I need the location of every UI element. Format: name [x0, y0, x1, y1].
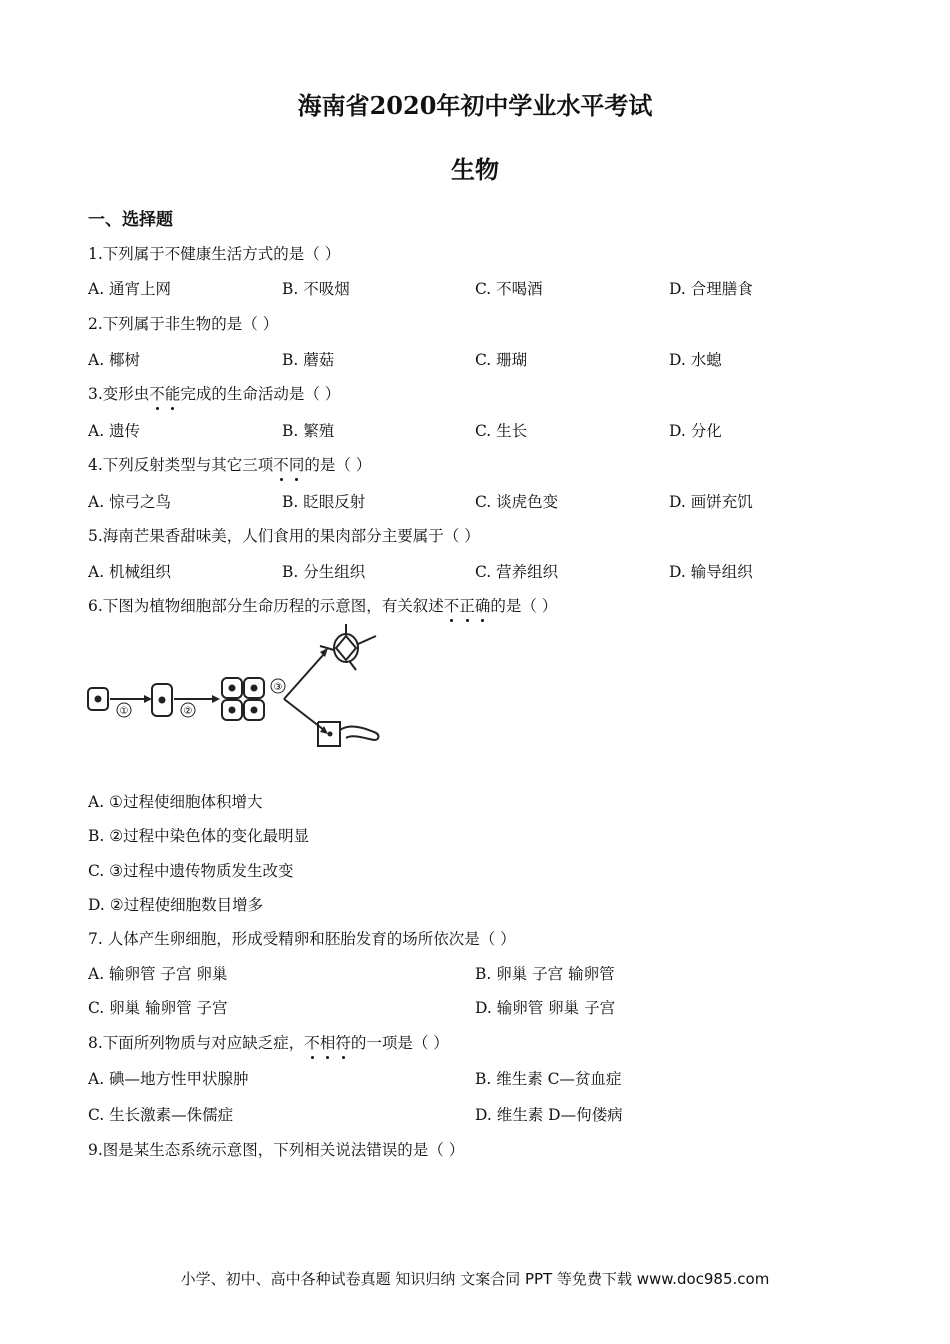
question-7-option-b: B. 卵巢 子宫 输卵管 — [475, 965, 615, 983]
question-7-option-a: A. 输卵管 子宫 卵巢 — [88, 965, 228, 983]
question-4-option-c: C. 谈虎色变 — [475, 493, 559, 511]
question-4-option-d: D. 画饼充饥 — [669, 493, 753, 511]
question-6-option-a: A. ①过程使细胞体积增大 — [88, 793, 263, 811]
question-1-option-c: C. 不喝酒 — [475, 280, 543, 298]
question-1-stem: 1.下列属于不健康生活方式的是（ ） — [88, 245, 341, 263]
question-5-stem: 5.海南芒果香甜味美，人们食用的果肉部分主要属于（ ） — [88, 527, 480, 545]
question-6-option-c: C. ③过程中遗传物质发生改变 — [88, 862, 294, 880]
question-6-stem: 6.下图为植物细胞部分生命历程的示意图，有关叙述不正确的是（ ） — [88, 597, 558, 615]
question-2-option-d: D. 水螅 — [669, 351, 722, 369]
question-2-option-b: B. 蘑菇 — [282, 351, 335, 369]
question-5-option-d: D. 输导组织 — [669, 563, 753, 581]
question-1-option-b: B. 不吸烟 — [282, 280, 350, 298]
section-heading: 一、选择题 — [88, 210, 173, 230]
question-9-stem: 9.图是某生态系统示意图，下列相关说法错误的是（ ） — [88, 1141, 465, 1159]
cell-lifecycle-figure — [84, 620, 384, 764]
question-8-option-d: D. 维生素 D—佝偻病 — [475, 1106, 623, 1124]
question-6-option-d: D. ②过程使细胞数目增多 — [88, 896, 264, 914]
question-3-stem: 3.变形虫不能完成的生命活动是（ ） — [88, 385, 341, 403]
question-4-option-b: B. 眨眼反射 — [282, 493, 366, 511]
question-7-stem: 7. 人体产生卵细胞，形成受精卵和胚胎发育的场所依次是（ ） — [88, 930, 516, 948]
question-3-option-b: B. 繁殖 — [282, 422, 335, 440]
question-5-option-a: A. 机械组织 — [88, 563, 172, 581]
question-3-option-d: D. 分化 — [669, 422, 722, 440]
question-7-option-c: C. 卵巢 输卵管 子宫 — [88, 999, 228, 1017]
question-8-option-c: C. 生长激素—侏儒症 — [88, 1106, 234, 1124]
question-1-option-a: A. 通宵上网 — [88, 280, 172, 298]
question-6-option-b: B. ②过程中染色体的变化最明显 — [88, 827, 310, 845]
question-8-option-b: B. 维生素 C—贫血症 — [475, 1070, 622, 1088]
subject-title: 生物 — [451, 155, 499, 184]
figure-step-3-label: ③ — [273, 682, 283, 693]
figure-step-1-label: ① — [119, 706, 129, 717]
question-5-option-c: C. 营养组织 — [475, 563, 559, 581]
question-2-option-a: A. 椰树 — [88, 351, 141, 369]
question-4-option-a: A. 惊弓之鸟 — [88, 493, 172, 511]
question-4-stem: 4.下列反射类型与其它三项不同的是（ ） — [88, 456, 372, 474]
question-2-stem: 2.下列属于非生物的是（ ） — [88, 315, 279, 333]
question-5-option-b: B. 分生组织 — [282, 563, 366, 581]
question-7-option-d: D. 输卵管 卵巢 子宫 — [475, 999, 616, 1017]
question-3-option-c: C. 生长 — [475, 422, 528, 440]
question-3-option-a: A. 遗传 — [88, 422, 141, 440]
question-2-option-c: C. 珊瑚 — [475, 351, 528, 369]
question-8-stem: 8.下面所列物质与对应缺乏症，不相符的一项是（ ） — [88, 1034, 449, 1052]
question-1-option-d: D. 合理膳食 — [669, 280, 753, 298]
question-8-option-a: A. 碘—地方性甲状腺肿 — [88, 1070, 249, 1088]
page-title: 海南省2020年初中学业水平考试 — [297, 91, 653, 120]
page-footer: 小学、初中、高中各种试卷真题 知识归纳 文案合同 PPT 等免费下载 www.doc985.com — [180, 1270, 770, 1288]
figure-step-2-label: ② — [183, 706, 193, 717]
